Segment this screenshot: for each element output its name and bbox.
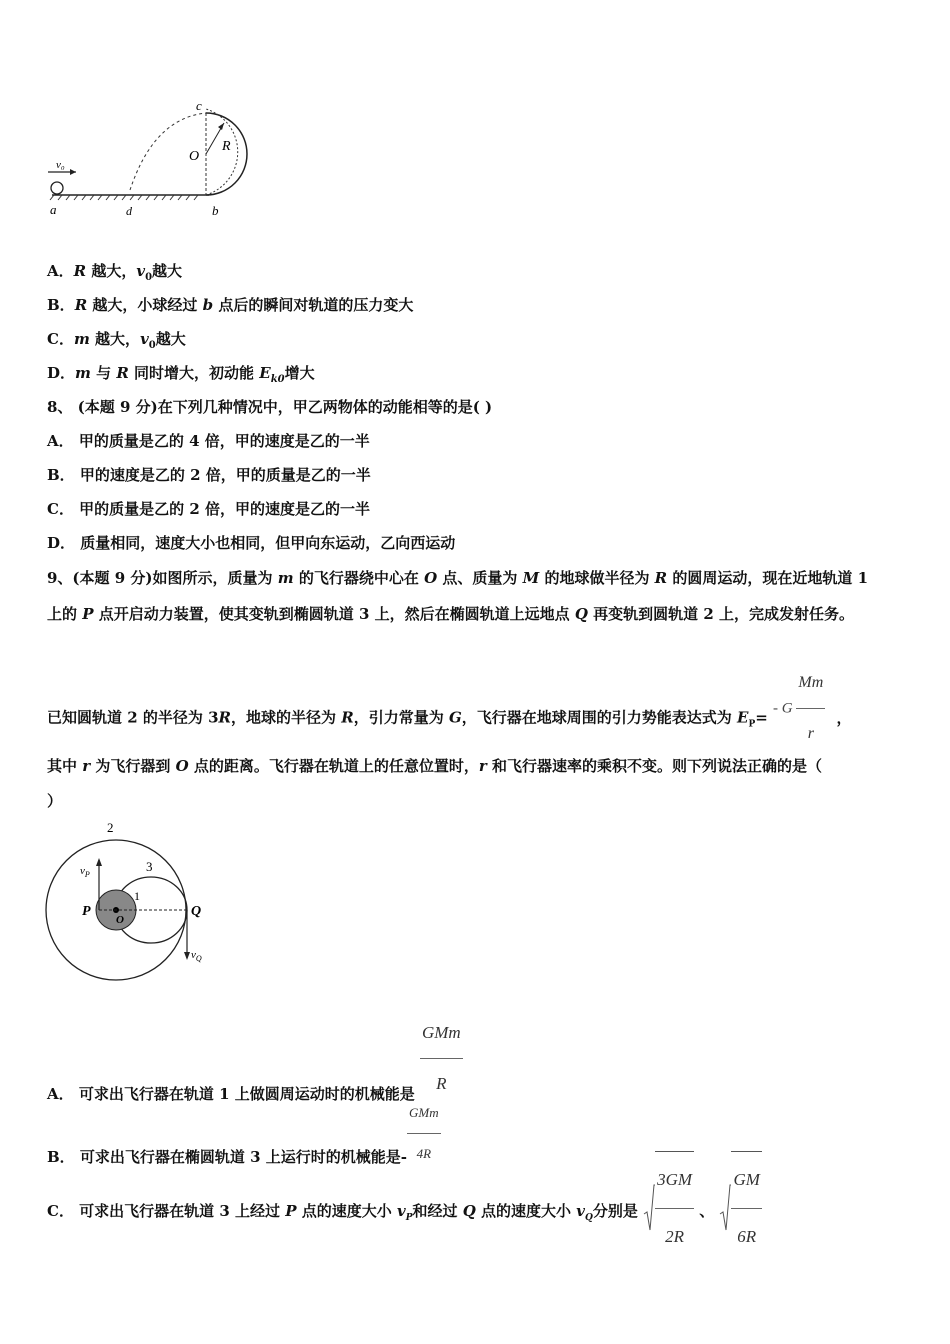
label-Q: Q xyxy=(191,904,202,919)
q7-option-c: C．m 越大，$v_0$越大 xyxy=(47,330,186,351)
orbit-3-label: 3 xyxy=(146,859,153,874)
label-P: P xyxy=(82,904,91,919)
q8-option-d: D． 质量相同，速度大小也相同，但甲向东运动，乙向西运动 xyxy=(47,534,456,552)
label-d: d xyxy=(126,204,132,218)
sqrt-3gm-2r: $\frac{3GM}{2R}$ xyxy=(643,1151,694,1265)
orbit-2-label: 2 xyxy=(107,820,114,835)
label-vp: $v_P$ xyxy=(80,865,90,879)
q9-stem-line3: 已知圆轨道 2 的半径为 3R，地球的半径为 R，引力常量为 G，飞行器在地球周围的引力势能表达式为 $E_P= - G$ $\frac{Mm}{r}$ ， xyxy=(47,668,852,769)
q9-stem-line2: 上的 P 点开启动力装置，使其变轨到椭圆轨道 3 上，然后在椭圆轨道上远地点 Q 再变轨到圆轨道 2 上，完成发射任务。 xyxy=(47,605,855,623)
q7-option-a: A．R 越大，$v_0$越大 xyxy=(47,262,183,283)
label-a: a xyxy=(50,202,57,217)
label-vq: $v_Q$ xyxy=(191,949,202,963)
q9-stem-line1: 9、(本题 9 分)如图所示，质量为 m 的飞行器绕中心在 O 点、质量为 M 的地球做半径为 R 的圆周运动，现在近地轨道 1 xyxy=(47,569,869,587)
potential-energy-formula: - G $\frac{Mm}{r}$ xyxy=(773,658,825,759)
label-R: R xyxy=(222,139,231,154)
label-v0: v₀ xyxy=(56,159,65,171)
figure-loop-track xyxy=(44,98,254,222)
label-c: c xyxy=(196,98,202,113)
label-O: O xyxy=(189,149,200,164)
q8-option-c: C． 甲的质量是乙的 2 倍，甲的速度是乙的一半 xyxy=(47,500,371,518)
sqrt-gm-6r: $\frac{GM}{6R}$ xyxy=(719,1151,761,1265)
q9-option-c: C． 可求出飞行器在轨道 3 上经过 P 点的速度大小 $v_P$和经过 Q 点的速度大小 $v_Q$分别是 $\frac{3GM}{2R}$ 、 $\frac{GM}{6R}$ xyxy=(47,1155,762,1269)
label-b: b xyxy=(212,203,219,218)
label-O: O xyxy=(116,914,124,926)
orbit-1-label: 1 xyxy=(134,889,140,903)
q8-option-a: A． 甲的质量是乙的 4 倍，甲的速度是乙的一半 xyxy=(47,432,370,450)
q8-stem: 8、 (本题 9 分)在下列几种情况中，甲乙两物体的动能相等的是( ) xyxy=(47,398,493,416)
q8-option-b: B． 甲的速度是乙的 2 倍，甲的质量是乙的一半 xyxy=(47,466,371,484)
q7-option-d: D．m 与 R 同时增大，初动能 $E_{k0}$增大 xyxy=(47,364,315,385)
figure-orbits xyxy=(40,818,220,983)
q7-option-b: B．R 越大，小球经过 b 点后的瞬间对轨道的压力变大 xyxy=(47,296,414,314)
q9-stem-line4: 其中 r 为飞行器到 O 点的距离。飞行器在轨道上的任意位置时，r 和飞行器速率的乘积不变。则下列说法正确的是（ xyxy=(47,757,823,775)
q9-option-b: B． 可求出飞行器在椭圆轨道 3 上运行时的机械能是- $\frac{\text{GMm}}{4R}$ xyxy=(47,1093,441,1177)
q9-option-a: A． 可求出飞行器在轨道 1 上做圆周运动时的机械能是 $\frac{\text{GMm}}{R}$ xyxy=(47,1008,463,1119)
q9-stem-line5: ） xyxy=(47,792,63,810)
